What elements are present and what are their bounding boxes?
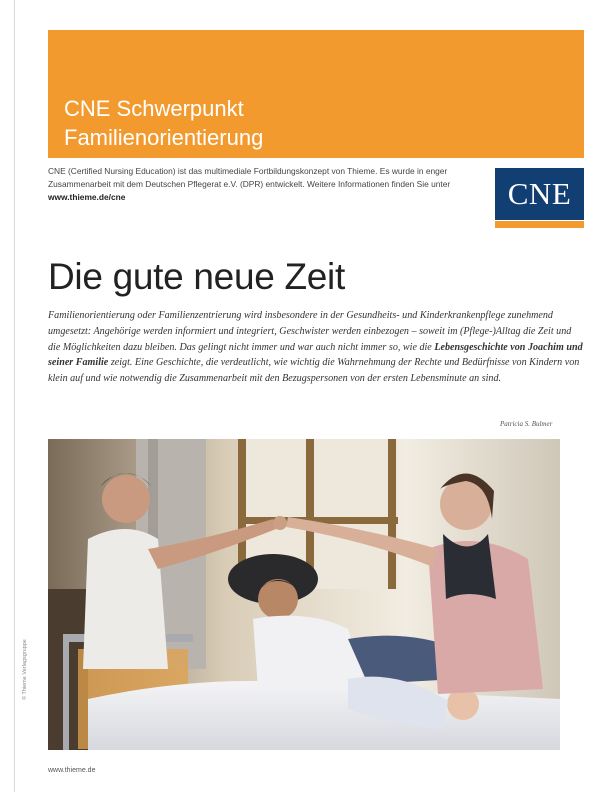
banner-title-line-2: Familienorientierung [64,125,264,150]
page-edge-line [14,0,15,792]
author-credit: Patricia S. Bulmer [500,420,553,428]
family-photo [48,439,560,750]
intro-body: CNE (Certified Nursing Education) ist das multimediale Fortbildungskonzept von Thieme. Es wurde in enger Zusammenarbeit mit dem Deutschen Pflegerat e.V. (DPR) entwickelt. Weitere Informationen finden Sie unter [48,166,451,189]
lead-highlight: Lebensgeschichte von Joachim und seiner Familie [48,341,583,369]
side-copyright: © Thieme Verlagsgruppe [22,639,28,700]
cne-logo-box: CNE [495,168,584,220]
intro-link[interactable]: www.thieme.de/cne [48,192,126,202]
cne-intro-text [48,165,478,204]
lead-text-2: zeigt. Eine Geschichte, die verdeutlicht, wie wichtig die Wahrnehmung der Rechte und Bedürfnisse von Kindern von klein auf und wie notwendig die Zusammenarbeit mit den Bezugspersonen von der ersten Lebensminute an sind. [48,357,580,385]
footer-url: www.thieme.de [48,767,96,774]
cne-logo-strip [495,221,584,228]
cne-logo [495,168,584,228]
banner-title-line-1: CNE Schwerpunkt [64,96,244,121]
banner-title [64,94,263,152]
article-lead [48,308,583,387]
lead-text-1: Familienorientierung oder Familienzentrierung wird insbesondere in der Gesundheits- und Kinderkrankenpflege zunehmend umgesetzt: Angehörige werden informiert und integriert, Geschwister werden einbezogen – soweit im (Pflege-)Alltag die Zeit und die Möglichkeiten dazu bleiben. Das gelingt nicht immer und war auch nicht immer so, wie die [48,310,572,353]
article-headline: Die gute neue Zeit [48,256,345,297]
cne-banner [48,30,584,158]
